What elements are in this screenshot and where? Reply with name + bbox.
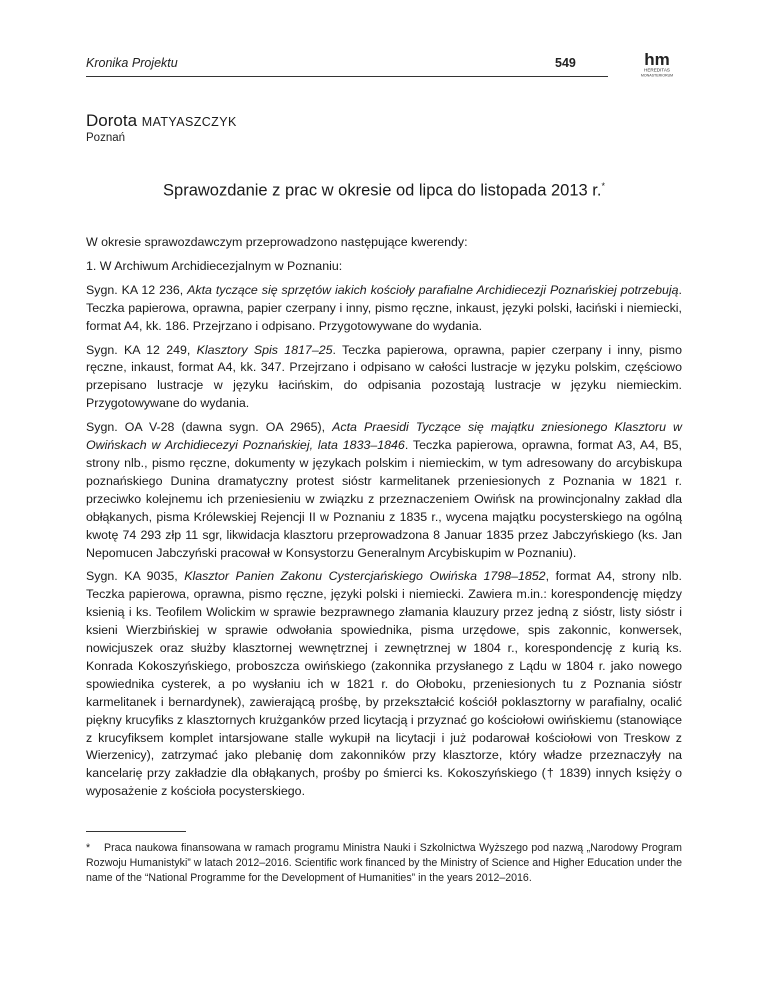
page-number: 549 <box>555 56 576 70</box>
journal-logo <box>630 50 684 78</box>
author-first-name: Dorota <box>86 111 138 130</box>
author-affiliation: Poznań <box>86 132 126 144</box>
entry-title: Klasztor Panien Zakonu Cystercjańskiego Owińska 1798–1852 <box>184 569 546 584</box>
entry-title: Akta tyczące się sprzętów iakich kościoły parafialne Archidiecezji Poznańskiej potrzebują <box>187 282 679 297</box>
entry-signature: Sygn. KA 12 236, <box>86 282 188 297</box>
footnote-text: Praca naukowa finansowana w ramach programu Ministra Nauki i Szkolnictwa Wyższego pod nazwą „Narodowy Program Rozwoju Humanistyki” w latach 2012–2016. Scientific work financed by the Ministry of Science and Higher Education under the name of the “National Programme for the Development of Humanities” in the years 2012–2016. <box>86 842 682 885</box>
article-title <box>86 181 682 201</box>
entry-description: . Teczka papierowa, oprawna, format A3, A4, B5, strony nlb., pismo ręczne, dokumenty w językach polskim i niemieckim, w tym adresowany do arcybiskupa poznańskiego Dunina dramatyczny protest sióstr karmelitanek przeniesionych z Poznania w 1821 r. przeciwko kolejnemu ich przeniesieniu w związku z przeznaczeniem Owińsk na prowincjonalny zakład dla obłąkanych, pisma Królewskiej Rejencji II w Poznaniu z 1835 r., wycena majątku pocysterskiego na ogólną kwotę 74 293 złp 11 sgr, likwidacja klasztoru przeprowadzona 8 Januar 1835 przez Jabczyńskiego (ks. Jan Nepomucen Jabczyński pracował w Konsystorzu Generalnym Arcybiskupim w Poznaniu). <box>86 438 682 560</box>
header-rule <box>86 76 608 77</box>
title-footnote-mark: * <box>601 181 605 191</box>
running-header-journal: Kronika Projektu <box>86 56 178 70</box>
entry-signature: Sygn. KA 9035, <box>86 569 185 584</box>
logo-mark: hm <box>644 50 670 69</box>
footnote-rule <box>86 831 186 832</box>
article-title-text: Sprawozdanie z prac w okresie od lipca do listopada 2013 r. <box>163 181 602 200</box>
entry-description: . Teczka papierowa, oprawna, papier czerpany i inny, pismo ręczne, inkaust, języki polski, łaciński i niemiecki, format A4, kk. 186. Przejrzano i odpisano. Przygotowywane do wydania. <box>86 282 682 333</box>
entry-title: Klasztory Spis 1817–25 <box>196 342 333 357</box>
entry-signature: Sygn. KA 12 249, <box>86 342 197 357</box>
entry-description: , format A4, strony nlb. Teczka papierowa, oprawna, pismo ręczne, języki polski i niemiecki. Zawiera m.in.: korespondencję między ksienią i ks. Teofilem Wolickim w sprawie bezprawnego złamania klauzury przez jedną z sióstr, listy sióstr i ksieni Wierzbińskiej w sprawie odwołania spowiednika, pisma urzędowe, spis zakonnic, konwersek, nowicjuszek oraz służby klasztornej wewnętrznej i zewnętrznej w 1804 r., korespondencję z kurią ks. Konrada Kokoszyńskiego, proboszcza owińskiego (zakonnika przysłanego z Lądu w 1804 r. jako nowego spowiednika cysterek, a po wysłaniu ich w 1821 r. do Ołoboku, przeniesionych tu z Poznania sióstr karmelitanek i bernardynek), zawierającą prośbę, by przekształcić kościół poklasztorny w parafialny, ocalić piękny krucyfiks z klasztornych krużganków przed licytacją i przyznać go kościołowi owińskiemu (stanowiące z krucyfiksem komplet intarsjowane stalle wykupił na licytacji i już podarował kościołowi von Treskow z Wierzenicy), zatrzymać jako plebanię dom zakonników przy klasztorze, który władze przeznaczyły na kancelarię przy zakładzie dla obłąkanych, prośby po śmierci ks. Kokoszyńskiego († 1839) innych księży o wyposażenie z kościoła pocysterskiego. <box>86 569 682 799</box>
intro-paragraph: W okresie sprawozdawczym przeprowadzono następujące kwerendy: <box>86 235 468 249</box>
logo-subtext-1: HEREDITAS <box>644 67 670 73</box>
entry-paragraph <box>86 419 682 562</box>
entry-paragraph <box>86 282 682 336</box>
entry-paragraph <box>86 568 682 801</box>
footnote <box>86 841 682 887</box>
author-name <box>86 111 237 131</box>
article-body <box>86 234 682 807</box>
section-heading: 1. W Archiwum Archidiecezjalnym w Poznaniu: <box>86 258 343 273</box>
logo-subtext-2: MONASTERIORUM <box>640 73 674 78</box>
footnote-mark: * <box>86 842 91 854</box>
entry-signature: Sygn. OA V-28 (dawna sygn. OA 2965), <box>86 420 333 435</box>
entry-description: . Teczka papierowa, oprawna, papier czerpany i inny, pismo ręczne, inkaust, format A4, kk. 347. Przejrzano i odpisano w całości lustracje w języku polskim, częściowo przepisano lustracje w języku łacińskim, do odpisania pozostają lustracje w języku niemieckim. Przygotowywane do wydania. <box>86 342 682 411</box>
entry-paragraph <box>86 342 682 414</box>
author-last-name: MATYASZCZYK <box>141 115 237 129</box>
entry-title: Acta Praesidi Tyczące się majątku zniesionego Klasztoru w Owińskach w Archidiecezyi Poznańskiej, lata 1833–1846 <box>86 420 682 453</box>
